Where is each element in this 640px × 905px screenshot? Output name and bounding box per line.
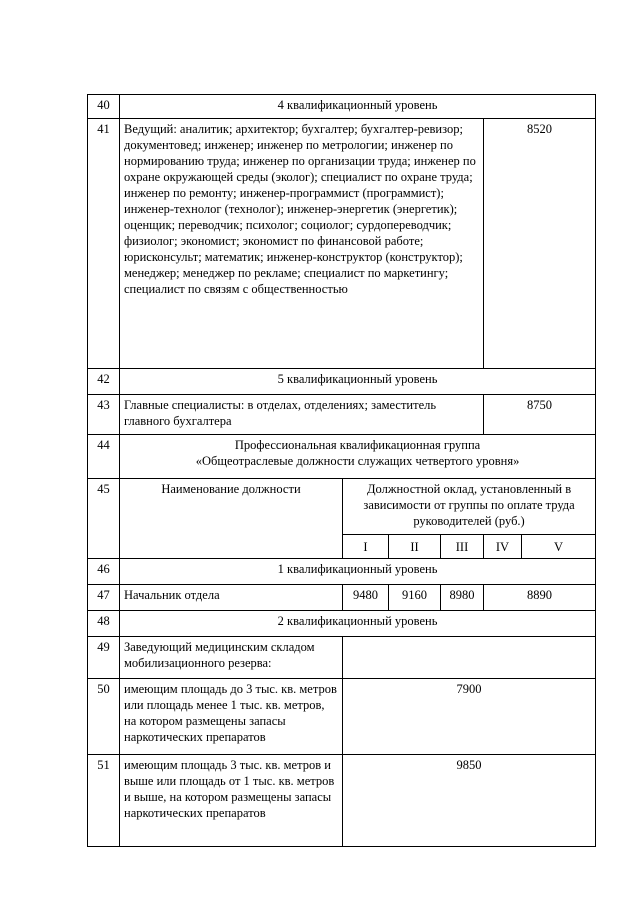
row-number: 47 (88, 585, 120, 611)
table-row (88, 435, 596, 479)
level-heading: 2 квалификационный уровень (120, 611, 596, 637)
salary-value: 8750 (484, 395, 596, 435)
empty-cell (343, 637, 596, 679)
position-name: имеющим площадь 3 тыс. кв. метров и выше или площадь от 1 тыс. кв. метров и выше, на котором размещены запасы наркотических препаратов (120, 755, 343, 847)
table-row (88, 611, 596, 637)
salary-value: 9850 (343, 755, 596, 847)
position-name: имеющим площадь до 3 тыс. кв. метров или площадь менее 1 тыс. кв. метров, на котором размещены запасы наркотических препаратов (120, 679, 343, 755)
group-heading-line2: «Общеотраслевые должности служащих четвертого уровня» (195, 454, 520, 468)
position-name: Ведущий: аналитик; архитектор; бухгалтер; бухгалтер-ревизор; документовед; инженер; инженер по метрологии; инженер по нормированию труда; инженер по организации труда; инженер по охране окружающей среды (эколог); специалист по охране труда; инженер по ремонту; инженер-программист (программист); инженер-технолог (технолог); инженер-энергетик (энергетик); оценщик; переводчик; психолог; социолог; сурдопереводчик; физиолог; экономист; экономист по финансовой работе; юрисконсульт; математик; инженер-конструктор (конструктор); менеджер; менеджер по рекламе; специалист по маркетингу; специалист по связям с общественностью (120, 119, 484, 369)
row-number: 45 (88, 479, 120, 559)
group-header-i: I (343, 535, 389, 559)
group-header-v: V (522, 535, 596, 559)
row-number: 46 (88, 559, 120, 585)
table-row (88, 585, 596, 611)
row-number: 51 (88, 755, 120, 847)
position-name: Главные специалисты: в отделах, отделениях; заместитель главного бухгалтера (120, 395, 484, 435)
salary-group-i: 9480 (343, 585, 389, 611)
row-number: 40 (88, 95, 120, 119)
table-row (88, 119, 596, 369)
row-number: 41 (88, 119, 120, 369)
group-header-ii: II (389, 535, 441, 559)
group-header-iv: IV (484, 535, 522, 559)
table-row (88, 755, 596, 847)
table-row (88, 395, 596, 435)
level-heading: 4 квалификационный уровень (120, 95, 596, 119)
column-header-salary: Должностной оклад, установленный в зависимости от группы по оплате труда руководителей (руб.) (343, 479, 596, 535)
level-heading: 5 квалификационный уровень (120, 369, 596, 395)
row-number: 42 (88, 369, 120, 395)
table-row (88, 479, 596, 535)
salary-table (87, 94, 596, 847)
group-heading (120, 435, 596, 479)
position-name: Начальник отдела (120, 585, 343, 611)
group-heading-line1: Профессиональная квалификационная группа (234, 438, 481, 452)
row-number: 49 (88, 637, 120, 679)
column-header-position: Наименование должности (120, 479, 343, 559)
row-number: 50 (88, 679, 120, 755)
table-row (88, 679, 596, 755)
salary-group-iii: 8980 (441, 585, 484, 611)
table-row (88, 95, 596, 119)
row-number: 43 (88, 395, 120, 435)
table-row (88, 637, 596, 679)
salary-group-iv-v: 8890 (484, 585, 596, 611)
salary-value: 8520 (484, 119, 596, 369)
group-header-iii: III (441, 535, 484, 559)
table-row (88, 369, 596, 395)
level-heading: 1 квалификационный уровень (120, 559, 596, 585)
position-name: Заведующий медицинским складом мобилизационного резерва: (120, 637, 343, 679)
table-row (88, 559, 596, 585)
salary-value: 7900 (343, 679, 596, 755)
row-number: 44 (88, 435, 120, 479)
salary-group-ii: 9160 (389, 585, 441, 611)
row-number: 48 (88, 611, 120, 637)
